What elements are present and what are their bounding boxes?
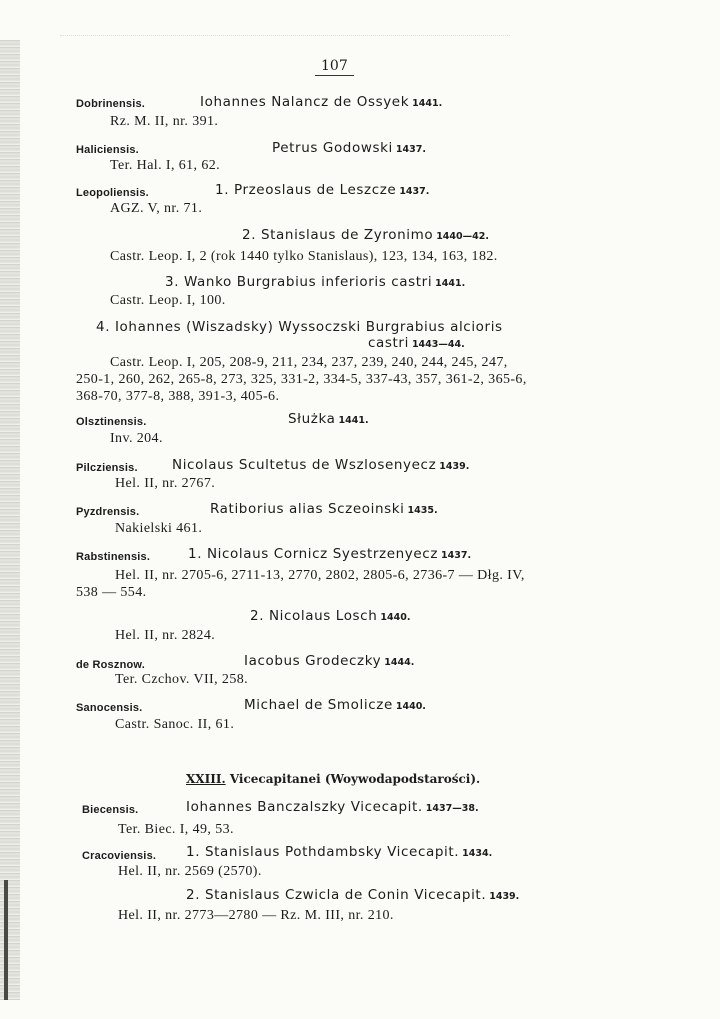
entry-name: 3. Wanko Burgrabius inferioris castri <box>165 274 433 290</box>
section-number: XXIII. <box>186 772 226 786</box>
entry-name: 4. Iohannes (Wiszadsky) Wyssoczski Burgrabius alcioris <box>96 319 503 335</box>
section-title: Vicecapitanei (Woywodapodstarości). <box>229 772 481 786</box>
entry-ref: Hel. II, nr. 2569 (2570). <box>118 864 262 879</box>
scan-specks <box>60 35 510 50</box>
entry-ref: Ter. Biec. I, 49, 53. <box>118 822 234 837</box>
entry-label: Leopoliensis. <box>76 187 149 199</box>
entry-name-line <box>188 544 471 565</box>
entry-ref: Hel. II, nr. 2705-6, 2711-13, 2770, 2802, 2805-6, 2736-7 — Dłg. IV, <box>115 568 525 583</box>
entry-name-line <box>368 333 465 354</box>
entry-ref: Castr. Sanoc. II, 61. <box>115 717 235 732</box>
entry-name: Ratiborius alias Sczeoinski <box>210 501 405 517</box>
entry-ref: 368-70, 377-8, 388, 391-3, 405-6. <box>76 389 280 404</box>
entry-year: 1440. <box>380 612 411 623</box>
entry-name-line <box>186 797 479 818</box>
entry-name: Michael de Smolicze <box>244 697 393 713</box>
entry-ref: 250-1, 260, 262, 265-8, 273, 325, 331-2, 334-5, 337-43, 357, 361-2, 365-6, <box>76 372 527 387</box>
entry-name-line <box>244 695 426 716</box>
entry-ref: Ter. Czchov. VII, 258. <box>115 672 249 687</box>
entry-label: Biecensis. <box>82 804 139 816</box>
entry-ref: Hel. II, nr. 2767. <box>115 476 216 491</box>
scan-edge-mark <box>4 880 8 1000</box>
entry-name: castri <box>368 335 409 351</box>
entry-label: Pyzdrensis. <box>76 506 140 518</box>
entry-name: 2. Nicolaus Losch <box>250 608 378 624</box>
entry-year: 1440. <box>395 701 426 712</box>
entry-label: Sanocensis. <box>76 702 143 714</box>
entry-name: 1. Nicolaus Cornicz Syestrzenyecz <box>188 546 439 562</box>
entry-label: Dobrinensis. <box>76 98 146 110</box>
entry-name: Petrus Godowski <box>272 140 393 156</box>
entry-year: 1443—44. <box>411 339 465 350</box>
entry-label: de Rosznow. <box>76 659 146 671</box>
entry-ref: AGZ. V, nr. 71. <box>110 201 203 216</box>
entry-ref: Inv. 204. <box>110 431 163 446</box>
entry-name-line <box>200 92 442 113</box>
entry-name-line <box>288 409 369 430</box>
entry-year: 1435. <box>407 505 438 516</box>
entry-name-line <box>172 455 469 476</box>
entry-name: 1. Stanislaus Pothdambsky Vicecapit. <box>186 844 460 860</box>
entry-ref: Castr. Leop. I, 100. <box>110 293 226 308</box>
entry-label: Cracoviensis. <box>82 850 157 862</box>
entry-ref: Nakielski 461. <box>115 521 203 536</box>
entry-label: Rabstinensis. <box>76 551 151 563</box>
entry-name-line <box>244 651 414 672</box>
page-number: 107 <box>315 58 354 76</box>
entry-ref: 538 — 554. <box>76 585 147 600</box>
entry-name-line <box>210 499 438 520</box>
entry-ref: Hel. II, nr. 2824. <box>115 628 216 643</box>
entry-year: 1444. <box>384 657 415 668</box>
entry-name: Iohannes Banczalszky Vicecapit. <box>186 799 423 815</box>
entry-ref: Hel. II, nr. 2773—2780 — Rz. M. III, nr. 210. <box>118 908 394 923</box>
entry-name: 1. Przeoslaus de Leszcze <box>215 182 397 198</box>
entry-year: 1441. <box>338 415 369 426</box>
entry-name: 2. Stanislaus Czwicla de Conin Vicecapit. <box>186 887 487 903</box>
entry-name: Iacobus Grodeczky <box>244 653 382 669</box>
entry-ref: Castr. Leop. I, 205, 208-9, 211, 234, 237, 239, 240, 244, 245, 247, <box>110 355 508 370</box>
entry-label: Pilcziensis. <box>76 462 138 474</box>
entry-year: 1440—42. <box>436 231 489 242</box>
entry-name-line <box>186 885 519 906</box>
entry-name: Służka <box>288 411 336 427</box>
entry-name: Nicolaus Scultetus de Wszlosenyecz <box>172 457 437 473</box>
entry-name: Iohannes Nalancz de Ossyek <box>200 94 410 110</box>
entry-name-line <box>186 842 492 863</box>
entry-name-line <box>272 138 426 159</box>
entry-year: 1437. <box>399 186 430 197</box>
entry-name-line <box>165 272 465 293</box>
entry-label: Haliciensis. <box>76 144 139 156</box>
entry-ref: Rz. M. II, nr. 391. <box>110 114 219 129</box>
entry-year: 1439. <box>439 461 470 472</box>
entry-name-line <box>242 225 489 246</box>
entry-year: 1439. <box>489 891 520 902</box>
entry-year: 1441. <box>412 98 443 109</box>
entry-ref: Castr. Leop. I, 2 (rok 1440 tylko Stanislaus), 123, 134, 163, 182. <box>110 249 498 264</box>
entry-name-line <box>215 180 429 201</box>
scan-edge <box>0 40 20 1000</box>
entry-year: 1437. <box>441 550 472 561</box>
entry-year: 1437—38. <box>425 803 479 814</box>
entry-year: 1434. <box>462 848 493 859</box>
entry-year: 1437. <box>395 144 426 155</box>
entry-year: 1441. <box>435 278 466 289</box>
entry-name: 2. Stanislaus de Zyronimo <box>242 227 434 243</box>
section-heading <box>186 770 480 788</box>
entry-label: Olsztinensis. <box>76 416 147 428</box>
entry-name-line <box>250 606 410 627</box>
entry-ref: Ter. Hal. I, 61, 62. <box>110 158 221 173</box>
